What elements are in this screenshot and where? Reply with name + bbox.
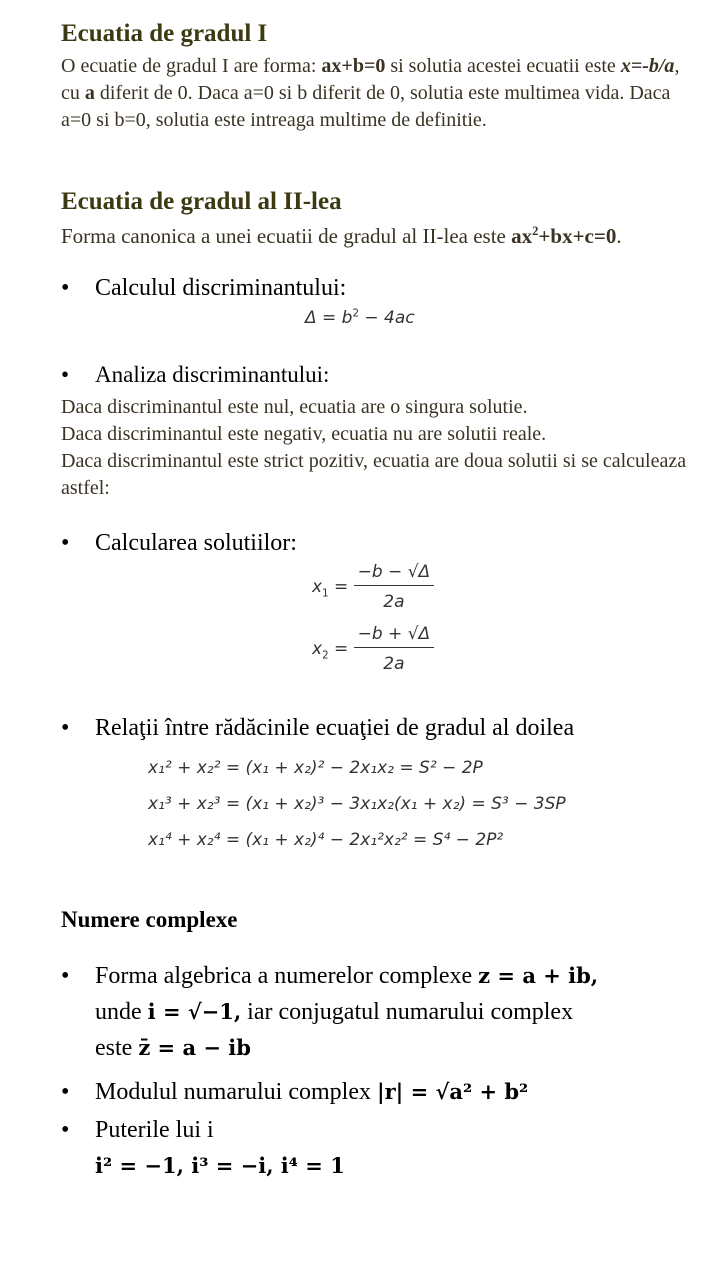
text: Modulul numarului complex: [95, 1079, 377, 1105]
bullet-icon: •: [61, 530, 70, 556]
text: , cu: [61, 55, 680, 104]
section2-title: Ecuatia de gradul al II-lea: [61, 188, 342, 215]
bullet-icon: •: [61, 1079, 70, 1105]
x2-numerator: −b + √Δ: [354, 624, 435, 648]
bullet-icon: •: [61, 715, 70, 741]
text: Forma algebrica a numerelor complexe: [95, 963, 479, 989]
bullet-icon: •: [61, 1117, 70, 1143]
disc-rest: − 4ac: [358, 308, 415, 328]
text: este: [95, 1035, 139, 1061]
bullet-icon: •: [61, 963, 70, 989]
text: unde: [95, 999, 148, 1025]
x1-numerator: −b − √Δ: [354, 562, 435, 586]
powers-math: i² = −1, i³ = −i, i⁴ = 1: [95, 1153, 345, 1178]
bullet-relations: [61, 715, 574, 742]
x-var: x: [312, 639, 323, 659]
modulus-math: |r| = √a² + b²: [376, 1079, 529, 1104]
canon-rest: +bx+c=0: [538, 224, 617, 248]
section1-paragraph: [61, 53, 691, 134]
canon-exponent: 2: [532, 224, 539, 238]
algebraic-form-math: z = a + ib,: [478, 963, 599, 988]
x-sub: 2: [322, 650, 329, 662]
formula-x2: $x_2$ = $\frac{-b + √\Delta}{2a}$: [312, 624, 434, 674]
analysis-line: Daca discriminantul este strict pozitiv, ecuatia are doua solutii si se calculeaza astfel:: [61, 450, 687, 499]
text: Puterile lui i: [95, 1117, 214, 1143]
bullet-discriminant: [61, 275, 346, 302]
bullet-label: Calculul discriminantului:: [95, 275, 347, 301]
x1-denominator: 2a: [383, 592, 405, 612]
analysis-line: Daca discriminantul este negativ, ecuatia nu are solutii reale.: [61, 423, 547, 445]
discriminant-formula: [305, 308, 415, 328]
text: O ecuatie de gradul I are forma:: [61, 55, 322, 77]
canon-term: ax: [511, 224, 533, 248]
i-definition-math: i = √−1,: [147, 999, 242, 1024]
coefficient-a: a: [84, 82, 95, 104]
bullet-icon: •: [61, 275, 70, 301]
bullet-solutions: [61, 530, 297, 557]
linear-solution: x=-b/a: [620, 55, 675, 77]
x2-denominator: 2a: [383, 654, 405, 674]
linear-form: ax+b=0: [321, 55, 386, 77]
section1-title: Ecuatia de gradul I: [61, 20, 268, 47]
analysis-text: [61, 394, 691, 502]
bullet-modulus: [61, 1074, 528, 1110]
bullet-analysis: [61, 362, 329, 388]
bullet-label: Analiza discriminantului:: [95, 362, 330, 387]
disc-part: Δ = b: [305, 308, 353, 328]
relation-line: x₁⁴ + x₂⁴ = (x₁ + x₂)⁴ − 2x₁²x₂² = S⁴ − 2P²: [148, 830, 504, 850]
text: Forma canonica a unei ecuatii de gradul al II-lea este: [61, 224, 512, 248]
formula-x1: $x_1$ = $\frac{-b - √\Delta}{2a}$: [312, 562, 434, 612]
relations-block: [148, 750, 566, 858]
x-sub: 1: [322, 588, 329, 600]
text: diferit de 0. Daca a=0 si b diferit de 0, solutia este multimea vida. Daca a=0 si b=0, solutia este intreaga multime de definitie.: [61, 82, 671, 131]
relation-line: x₁² + x₂² = (x₁ + x₂)² − 2x₁x₂ = S² − 2P: [148, 758, 483, 778]
bullet-algebraic-form: [61, 958, 701, 1066]
bullet-powers: [61, 1112, 345, 1184]
text: .: [616, 224, 622, 248]
text: si solutia acestei ecuatii este: [385, 55, 621, 77]
conjugate-math: z̄ = a − ib: [138, 1035, 251, 1060]
canonical-form-line: [61, 218, 691, 250]
disc-exp: 2: [352, 308, 359, 320]
relation-line: x₁³ + x₂³ = (x₁ + x₂)³ − 3x₁x₂(x₁ + x₂) = S³ − 3SP: [148, 794, 566, 814]
bullet-label: Calcularea solutiilor:: [95, 530, 297, 556]
x-var: x: [312, 577, 323, 597]
section3-title: Numere complexe: [61, 907, 238, 932]
bullet-icon: •: [61, 362, 70, 387]
analysis-line: Daca discriminantul este nul, ecuatia are o singura solutie.: [61, 396, 528, 418]
bullet-label: Relaţii între rădăcinile ecuaţiei de gradul al doilea: [95, 715, 575, 741]
text: iar conjugatul numarului complex: [241, 999, 574, 1025]
